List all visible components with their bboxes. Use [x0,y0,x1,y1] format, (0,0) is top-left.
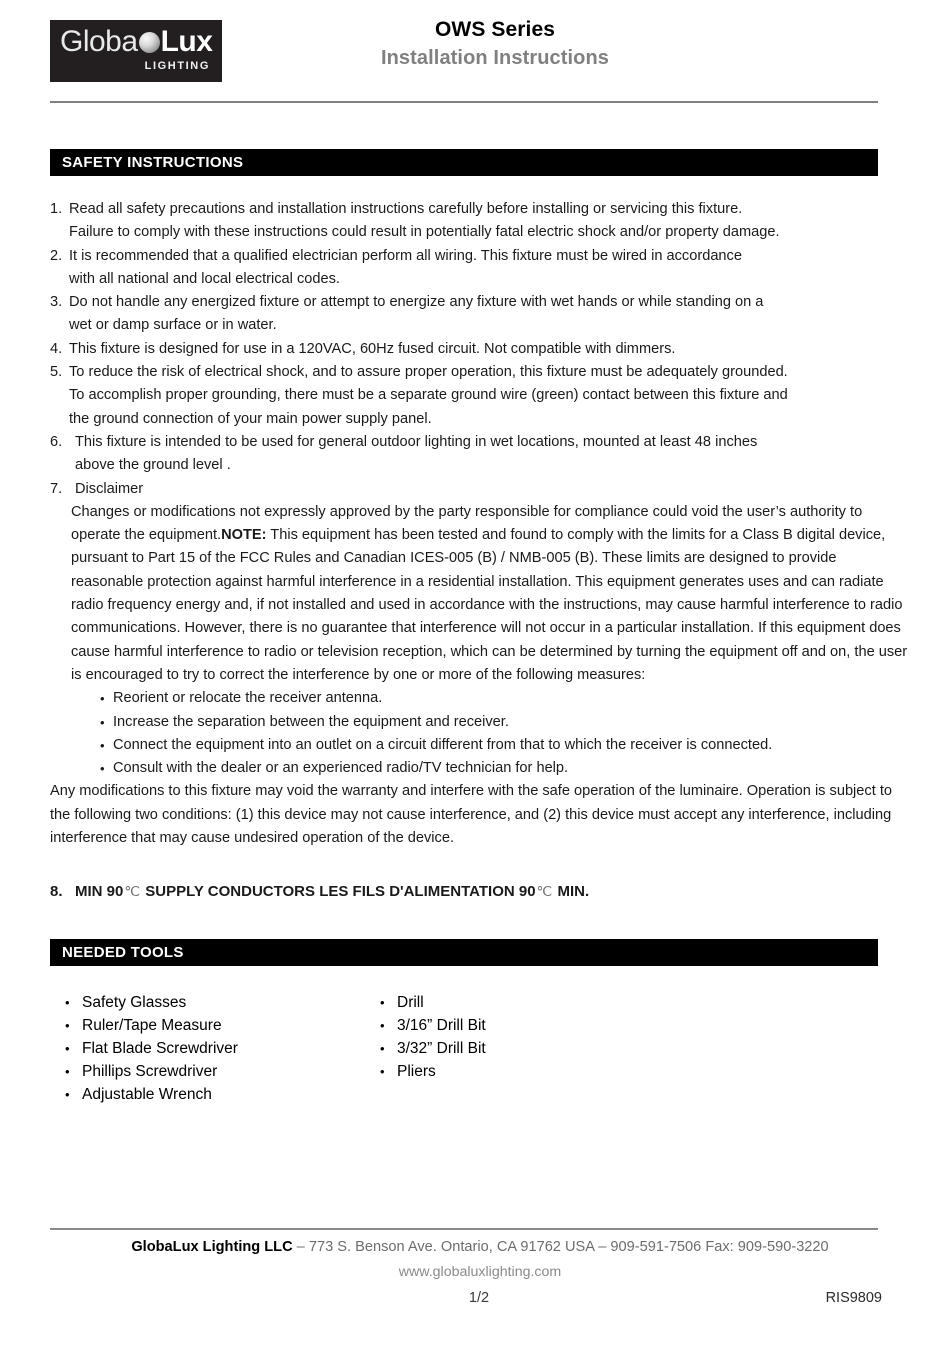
list-item-body [75,431,910,478]
bullet-icon: • [65,1040,70,1056]
bullet-icon: • [100,761,105,777]
item8-text-part-3: MIN. [553,883,590,901]
list-item-body [75,880,910,903]
tool-label: 3/32” Drill Bit [397,1039,486,1057]
bullet-icon: • [65,994,70,1010]
bullet-icon: • [100,714,105,730]
tool-label: 3/16” Drill Bit [397,1016,486,1034]
list-item-8 [50,880,910,903]
header-divider [50,101,878,103]
globalux-logo [50,20,222,82]
list-item [380,991,710,1014]
list-item-line: To reduce the risk of electrical shock, and to assure proper operation, this fixture must be adequately grounded. [69,364,788,381]
list-item [50,431,910,478]
list-item-number: 4. [50,340,63,357]
list-item-number: 7. [50,480,63,497]
disclaimer-part-1: Changes or modifications not expressly approved by the party responsible for compliance could void the user’s authority to operate the equipment. [71,503,863,544]
page-title: OWS Series [434,18,556,41]
document-code: RIS9809 [825,1290,882,1306]
list-item-line: Disclaimer [75,480,144,497]
measure-text: Reorient or relocate the receiver antenna. [113,690,383,707]
list-item-line: the ground connection of your main power supply panel. [69,410,432,427]
list-item-number: 5. [50,364,63,381]
bullet-icon: • [380,1017,385,1033]
page-number: 1/2 [468,1290,490,1306]
list-item-line: wet or damp surface or in water. [69,317,277,334]
logo-text-globa: Globa [60,25,138,58]
list-item-line: above the ground level . [75,457,231,474]
disclaimer-note-label: NOTE: [221,527,267,544]
tools-columns [50,991,950,1106]
list-item [50,361,910,431]
globe-icon [139,32,160,53]
tool-label: Adjustable Wrench [82,1085,212,1103]
list-item [50,291,910,338]
list-item-line: Failure to comply with these instructions could result in potentially fatal electric shock and/or property damage. [69,224,780,241]
page-subtitle: Installation Instructions [380,47,610,69]
list-item-number: 1. [50,201,63,217]
document-footer [0,1228,950,1316]
list-item [50,1037,380,1060]
list-item-body [69,245,910,292]
footer-company-name: GlobaLux Lighting LLC [131,1239,293,1255]
list-item [50,1014,380,1037]
list-item [100,757,910,780]
tool-label: Ruler/Tape Measure [82,1016,222,1034]
list-item [50,245,910,292]
list-item [100,734,910,757]
list-item-number: 2. [50,247,63,264]
list-item [100,711,910,734]
list-item [50,1083,380,1106]
footer-address: – 773 S. Benson Ave. Ontario, CA 91762 USA – 909-591-7506 Fax: 909-590-3220 [292,1239,829,1255]
bullet-icon: • [380,994,385,1010]
list-item-body [75,478,910,501]
list-item [380,1014,710,1037]
bullet-icon: • [65,1086,70,1102]
bullet-icon: • [380,1063,385,1079]
list-item [50,478,910,501]
list-item-body [69,291,910,338]
footer-meta [0,1290,950,1316]
item8-text-part-2: SUPPLY CONDUCTORS LES FILS D'ALIMENTATION 90 [141,883,536,901]
degree-celsius-icon: ℃ [124,883,141,900]
list-item-number: 8. [50,883,63,901]
list-item-line: Do not handle any energized fixture or attempt to energize any fixture with wet hands or while standing on a [69,294,764,311]
spacer [0,904,950,939]
bullet-icon: • [100,737,105,753]
tools-column-left [50,991,380,1106]
measures-list [100,687,910,780]
measure-text: Increase the separation between the equipment and receiver. [113,713,509,730]
bullet-icon: • [100,691,105,707]
bullet-icon: • [380,1040,385,1056]
item8-text-part-1: MIN 90 [75,883,124,901]
list-item-line: It is recommended that a qualified electrician perform all wiring. This fixture must be wired in accordance [69,247,742,264]
closing-paragraph: Any modifications to this fixture may void the warranty and interfere with the safe operation of the luminaire. Operation is subject to the following two conditions: (1) this device may not cause interference, and (2) this device must accept any interference, including interference that may cause undesired operation of the device. [50,783,892,847]
list-item-line: This fixture is intended to be used for general outdoor lighting in wet locations, mounted at least 48 inches [75,433,758,450]
list-item-line: To accomplish proper grounding, there must be a separate ground wire (green) contact between this fixture and [69,387,788,404]
list-item [100,687,910,710]
measure-text: Connect the equipment into an outlet on a circuit different from that to which the receiver is connected. [113,736,773,753]
footer-website[interactable]: www.globaluxlighting.com [398,1264,562,1280]
document-header [0,0,950,117]
tool-label: Phillips Screwdriver [82,1062,218,1080]
safety-list [50,198,910,501]
disclaimer-part-2: This equipment has been tested and found to comply with the limits for a Class B digital device, pursuant to Part 15 of the FCC Rules and Canadian ICES-005 (B) / NMB-005 (B). These limits are designed to provide reasonable protection against harmful interference in a residential installation. This equipment generates uses and can radiate radio frequency energy and, if not installed and used in accordance with the instructions, may cause harmful interference to radio communications. However, there is no guarantee that interference will not occur in a particular installation. If this equipment does cause harmful interference to radio or television reception, which can be determined by turning the equipment off and on, the user is encouraged to try to correct the interference by one or more of the following measures: [71,527,908,683]
tools-column-right [380,991,710,1106]
degree-celsius-icon: ℃ [536,883,553,900]
list-item-number: 6. [50,433,63,450]
list-item-number: 3. [50,294,63,311]
tool-label: Safety Glasses [82,993,187,1011]
disclaimer-paragraph [71,501,910,687]
tool-label: Drill [397,993,424,1011]
bullet-icon: • [65,1063,70,1079]
logo-text-lux: Lux [160,25,213,58]
footer-contact-line [0,1230,950,1260]
list-item [50,1060,380,1083]
list-item [50,338,910,361]
measure-text: Consult with the dealer or an experienced radio/TV technician for help. [113,760,569,777]
bullet-icon: • [65,1017,70,1033]
list-item [380,1037,710,1060]
logo-wordmark [60,26,212,58]
section-header-tools: NEEDED TOOLS [50,939,878,966]
tool-label: Flat Blade Screwdriver [82,1039,238,1057]
list-item [50,198,910,245]
safety-content [50,198,910,904]
list-item-line: with all national and local electrical codes. [69,270,340,287]
logo-subtitle: LIGHTING [144,60,210,72]
list-item-body [69,338,910,361]
list-item-line: Read all safety precautions and installation instructions carefully before installing or servicing this fixture. [69,201,743,217]
tool-label: Pliers [397,1062,436,1080]
list-item-body [69,198,910,245]
list-item-body [69,361,910,431]
list-item [380,1060,710,1083]
list-item-line: This fixture is designed for use in a 120VAC, 60Hz fused circuit. Not compatible with dimmers. [69,340,676,357]
list-item [50,991,380,1014]
section-header-safety: SAFETY INSTRUCTIONS [50,149,878,176]
